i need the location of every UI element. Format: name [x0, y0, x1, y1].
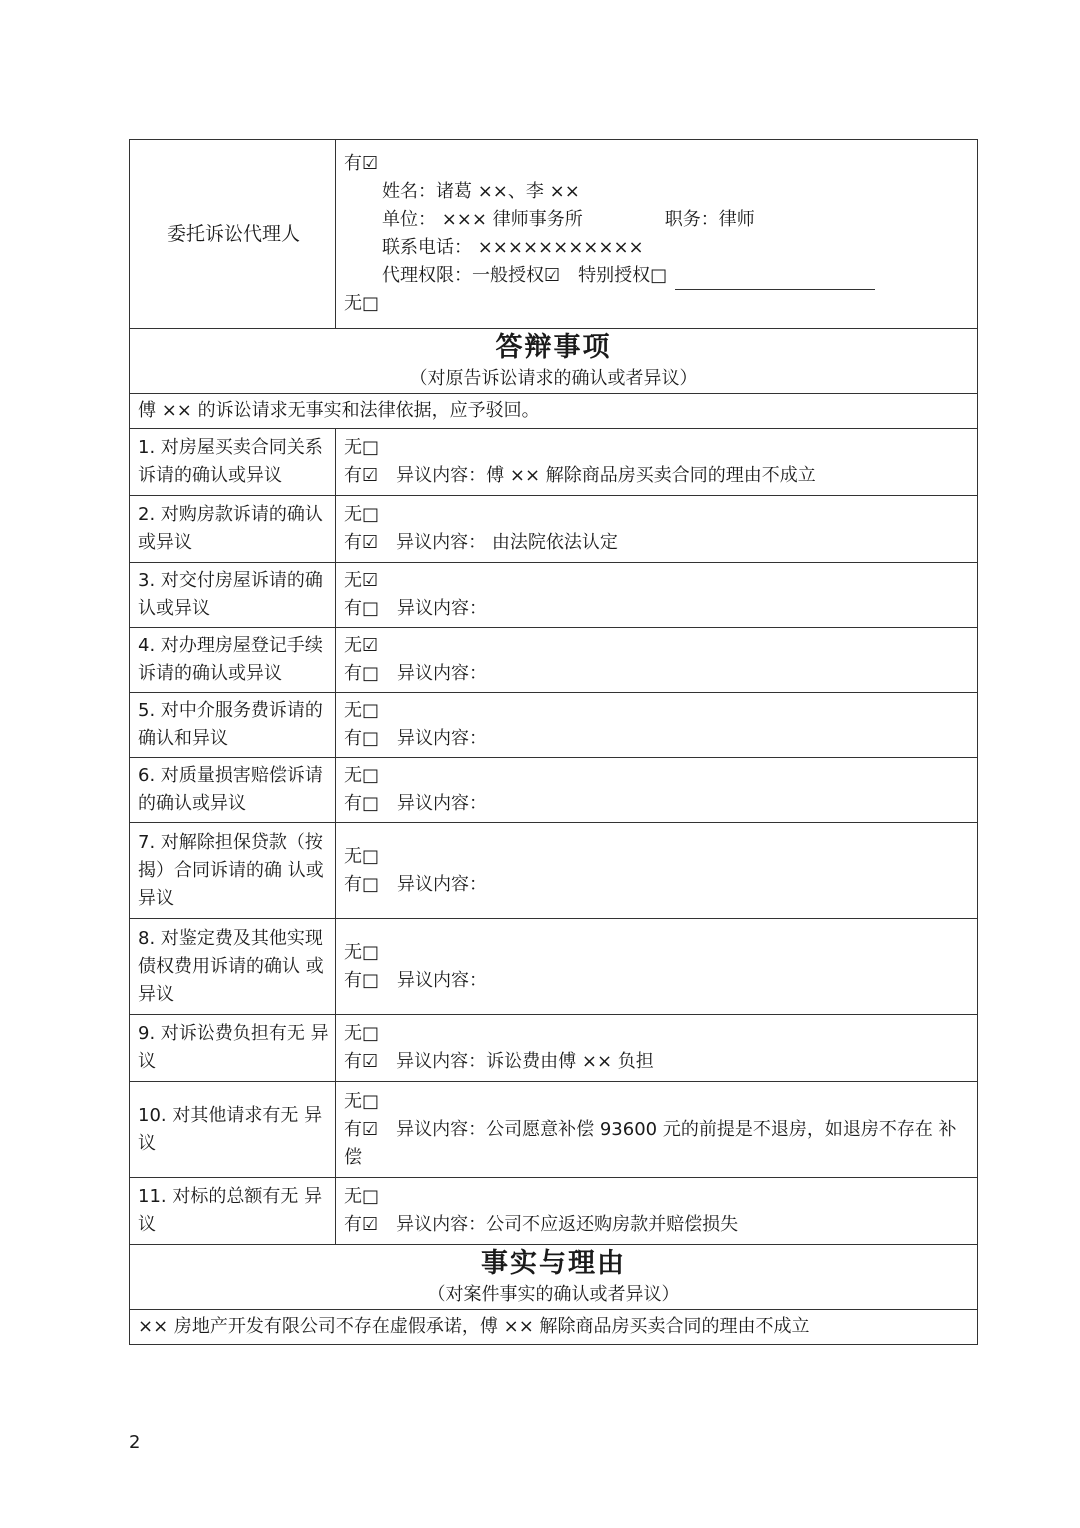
item-none-option: 无□ — [344, 1023, 380, 1044]
item-label: 4. 对办理房屋登记手续 诉请的确认或异议 — [130, 628, 336, 693]
defense-summary: 傅 ×× 的诉讼请求无事实和法律依据，应予驳回。 — [130, 394, 978, 429]
item-label: 2. 对购房款诉请的确认 或异议 — [130, 496, 336, 563]
facts-header-row — [130, 1245, 978, 1310]
item-objection: 有☑ 异议内容：诉讼费由傅 ×× 负担 — [344, 1051, 654, 1072]
item-objection: 有☑ 异议内容：傅 ×× 解除商品房买卖合同的理由不成立 — [344, 465, 816, 486]
defense-header-row — [130, 329, 978, 394]
item-row-1 — [130, 429, 978, 496]
agent-row — [130, 140, 978, 329]
agent-label: 委托诉讼代理人 — [130, 140, 336, 329]
item-objection: 有□ 异议内容： — [344, 793, 488, 814]
item-none-option: 无☑ — [344, 570, 379, 591]
item-none-option: 无☑ — [344, 635, 379, 656]
agent-details — [336, 140, 978, 329]
defense-title: 答辩事项 — [495, 332, 612, 363]
item-none-option: 无□ — [344, 1090, 380, 1112]
item-none-option: 无□ — [344, 504, 380, 525]
item-label: 1. 对房屋买卖合同关系 诉请的确认或异议 — [130, 429, 336, 496]
item-value — [336, 1015, 978, 1082]
page-number: 2 — [129, 1432, 141, 1453]
item-label: 9. 对诉讼费负担有无 异议 — [130, 1015, 336, 1082]
item-row-7 — [130, 823, 978, 919]
item-label: 7. 对解除担保贷款（按揭）合同诉请的确 认或异议 — [130, 823, 336, 919]
item-objection: 有□ 异议内容： — [344, 969, 488, 991]
item-row-8 — [130, 919, 978, 1015]
item-value — [336, 693, 978, 758]
item-value — [336, 758, 978, 823]
agent-authority: 代理权限：一般授权☑ — [382, 265, 561, 286]
item-row-4 — [130, 628, 978, 693]
special-authority-blank — [675, 269, 875, 290]
item-none-option: 无□ — [344, 941, 380, 963]
item-objection: 有□ 异议内容： — [344, 663, 488, 684]
item-objection: 有□ 异议内容： — [344, 728, 488, 749]
agent-has: 有☑ — [344, 153, 379, 174]
item-row-9 — [130, 1015, 978, 1082]
item-objection: 有☑ 异议内容： 由法院依法认定 — [344, 532, 618, 553]
facts-title: 事实与理由 — [481, 1248, 626, 1279]
item-label: 6. 对质量损害赔偿诉请 的确认或异议 — [130, 758, 336, 823]
agent-unit: 单位： ××× 律师事务所 — [382, 209, 583, 230]
item-value — [336, 1178, 978, 1245]
item-objection: 有□ 异议内容： — [344, 598, 488, 619]
facts-subtitle: （对案件事实的确认或者异议） — [427, 1284, 680, 1305]
item-none-option: 无□ — [344, 700, 380, 721]
defense-form-table — [129, 139, 978, 1345]
defense-header — [130, 329, 978, 394]
item-row-2 — [130, 496, 978, 563]
item-none-option: 无□ — [344, 765, 380, 786]
item-row-10 — [130, 1082, 978, 1178]
item-value — [336, 823, 978, 919]
item-row-3 — [130, 563, 978, 628]
item-row-5 — [130, 693, 978, 758]
defense-subtitle: （对原告诉讼请求的确认或者异议） — [409, 368, 698, 389]
facts-text: ×× 房地产开发有限公司不存在虚假承诺，傅 ×× 解除商品房买卖合同的理由不成立 — [130, 1310, 978, 1345]
item-none-option: 无□ — [344, 437, 380, 458]
agent-none: 无□ — [344, 293, 380, 314]
item-value — [336, 628, 978, 693]
item-label: 8. 对鉴定费及其他实现 债权费用诉请的确认 或异议 — [130, 919, 336, 1015]
facts-text-row — [130, 1310, 978, 1345]
agent-phone: 联系电话： ××××××××××× — [382, 237, 644, 258]
item-label: 5. 对中介服务费诉请的 确认和异议 — [130, 693, 336, 758]
item-row-6 — [130, 758, 978, 823]
item-value — [336, 919, 978, 1015]
defense-summary-row — [130, 394, 978, 429]
item-objection: 有□ 异议内容： — [344, 873, 488, 895]
item-none-option: 无□ — [344, 1186, 380, 1207]
agent-unit-row — [344, 206, 969, 234]
item-value — [336, 496, 978, 563]
item-objection: 有☑ 异议内容：公司不应返还购房款并赔偿损失 — [344, 1214, 739, 1235]
item-value — [336, 563, 978, 628]
item-label: 10. 对其他请求有无 异议 — [130, 1082, 336, 1178]
facts-header — [130, 1245, 978, 1310]
agent-special: 特别授权□ — [578, 265, 668, 286]
item-none-option: 无□ — [344, 845, 380, 867]
agent-authority-row — [344, 262, 969, 290]
item-value — [336, 429, 978, 496]
item-objection: 有☑ 异议内容：公司愿意补偿 93600 元的前提是不退房，如退房不存在 补偿 — [344, 1118, 957, 1168]
item-row-11 — [130, 1178, 978, 1245]
item-value — [336, 1082, 978, 1178]
item-label: 11. 对标的总额有无 异议 — [130, 1178, 336, 1245]
item-label: 3. 对交付房屋诉请的确 认或异议 — [130, 563, 336, 628]
agent-name: 姓名：诸葛 ××、李 ×× — [382, 181, 580, 202]
agent-position: 职务：律师 — [664, 209, 755, 230]
